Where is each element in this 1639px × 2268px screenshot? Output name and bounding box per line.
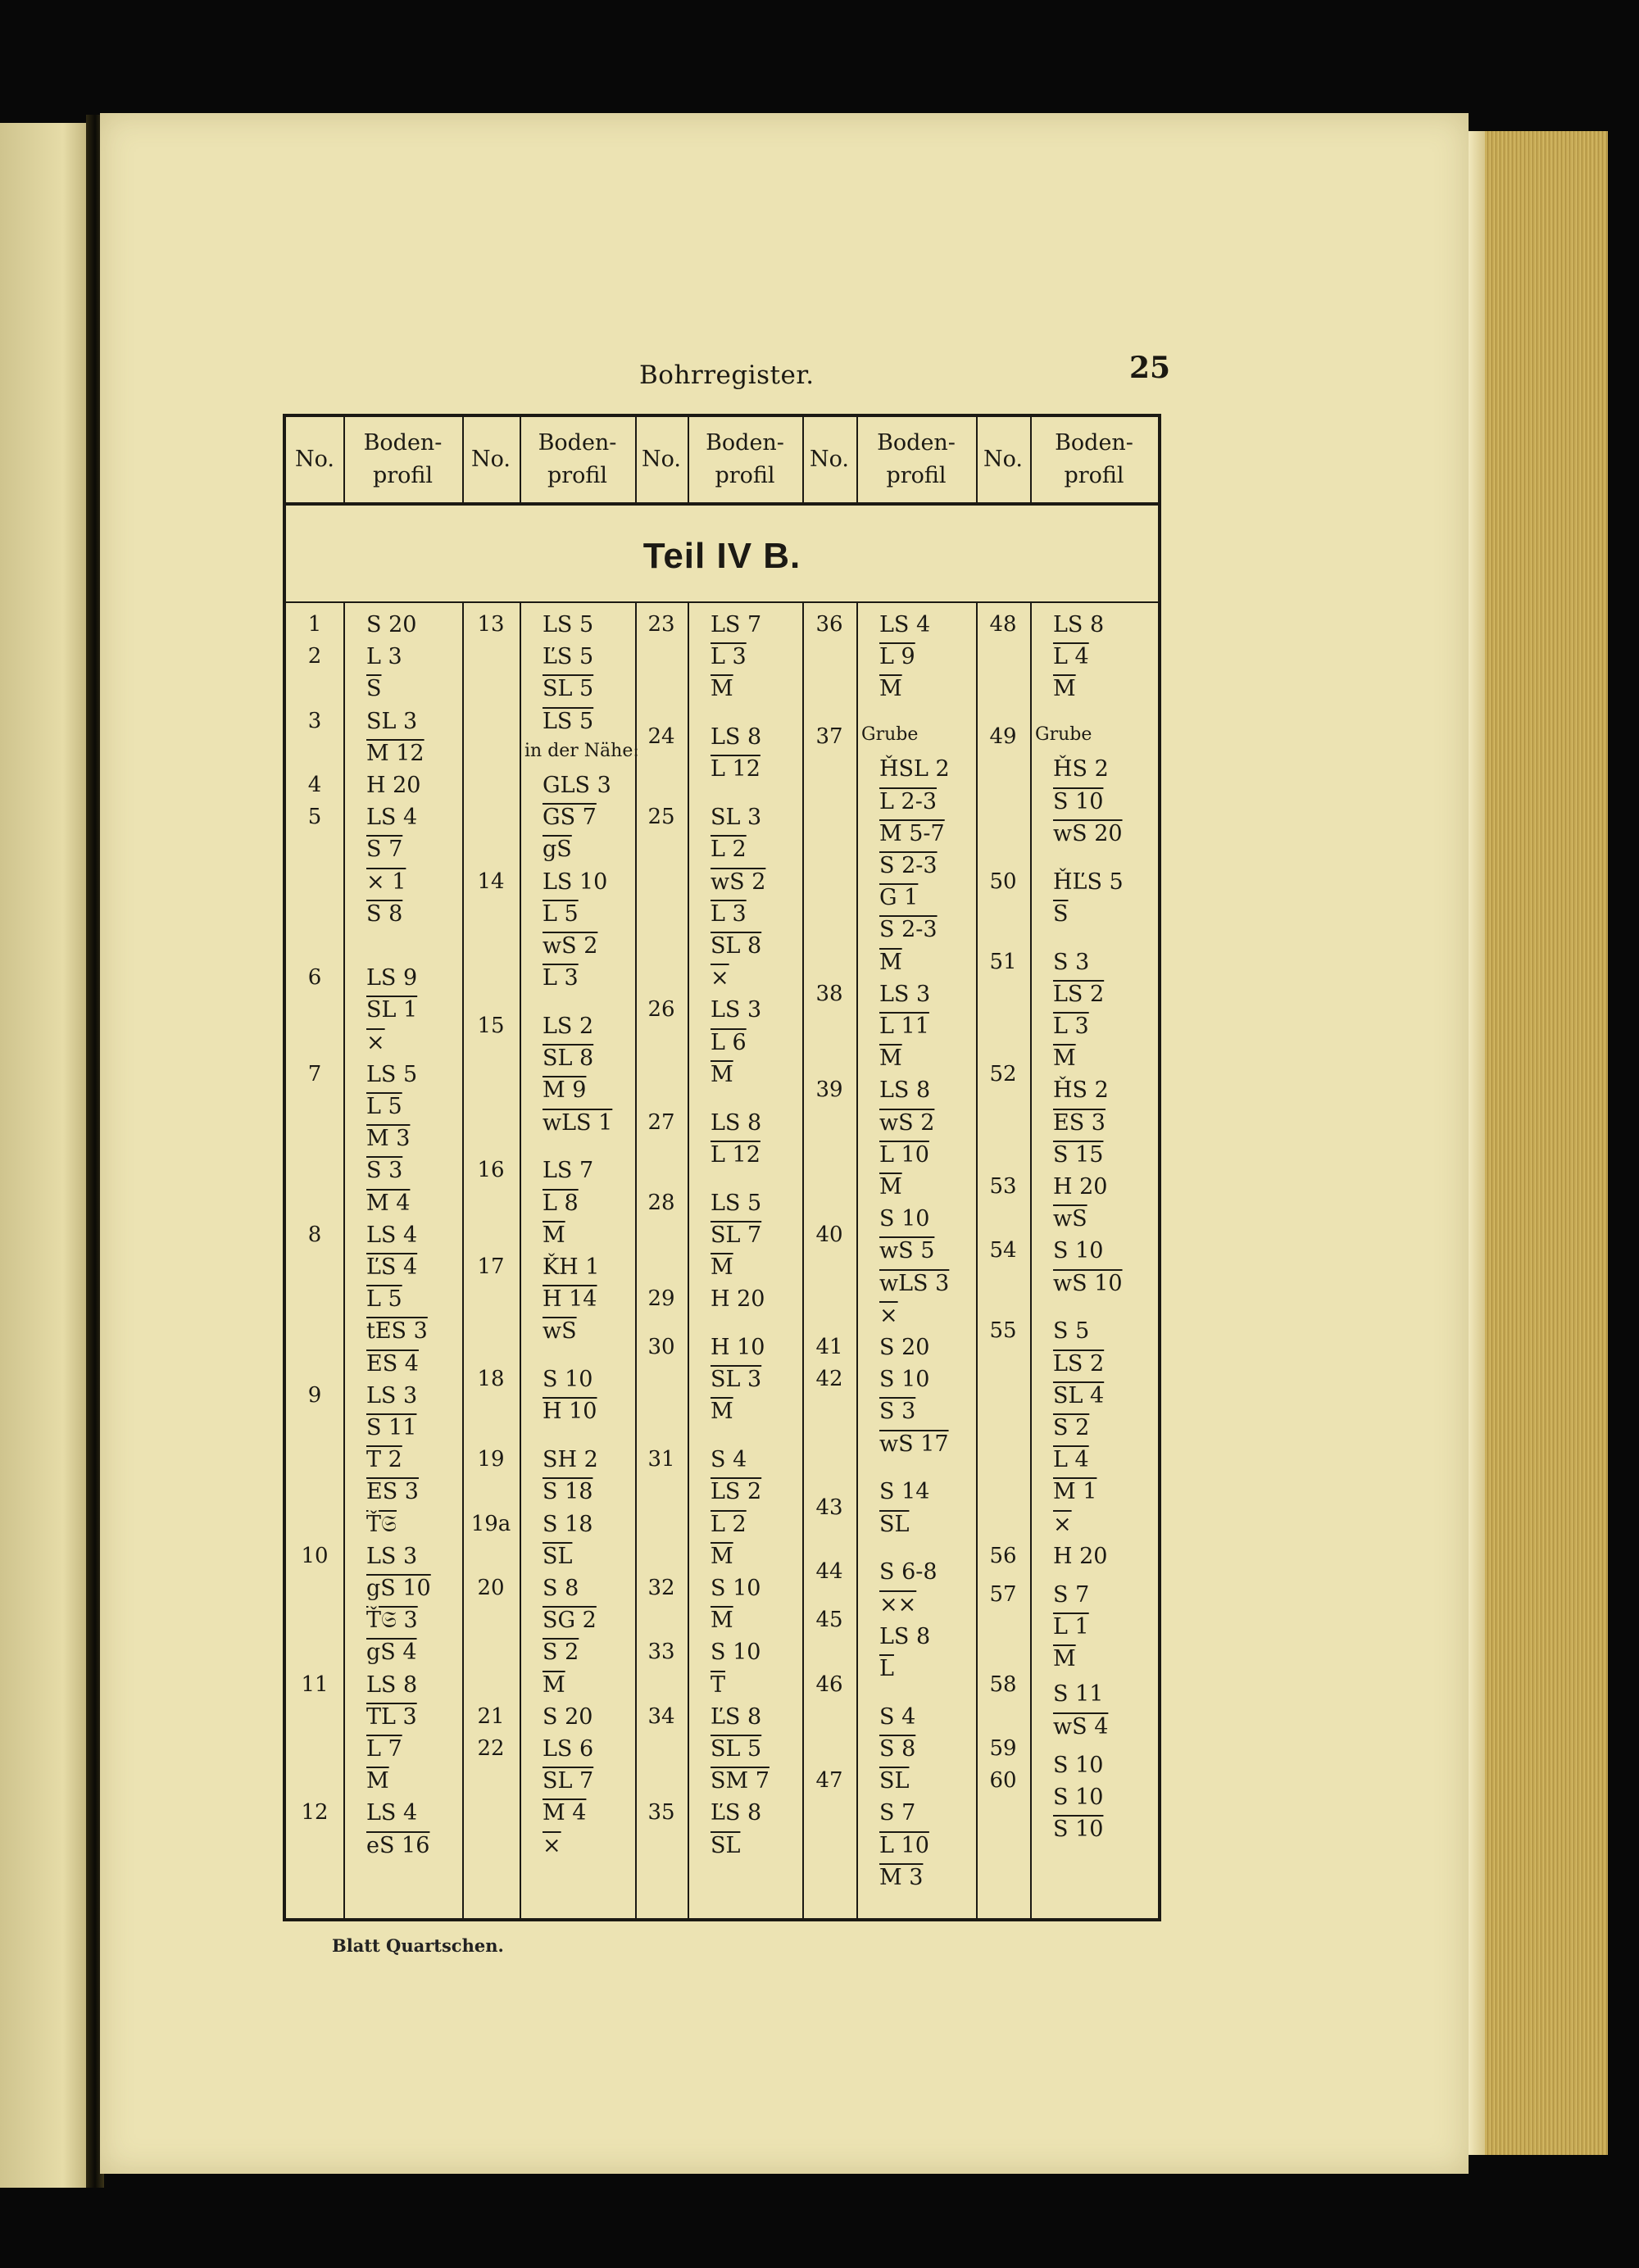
header-profile-line: Boden- bbox=[706, 430, 784, 456]
soil-profile-line: wS 20 bbox=[1053, 820, 1123, 846]
boring-number: 19 bbox=[477, 1447, 505, 1472]
soil-profile-line: ES 3 bbox=[1053, 1109, 1106, 1136]
boring-number: 52 bbox=[989, 1061, 1017, 1086]
footnote: Blatt Quartschen. bbox=[332, 1935, 504, 1956]
column-rule bbox=[688, 602, 689, 1918]
soil-profile-line: L 4 bbox=[1053, 644, 1089, 670]
soil-profile-line: L 3 bbox=[711, 644, 747, 670]
soil-profile-line: S 10 bbox=[1053, 788, 1104, 814]
boring-number: 4 bbox=[307, 773, 322, 797]
soil-profile-line: S 10 bbox=[1053, 1238, 1104, 1264]
boring-number: 39 bbox=[815, 1077, 843, 1103]
soil-profile-line: SL 3 bbox=[366, 708, 418, 734]
boring-number: 8 bbox=[307, 1222, 322, 1247]
soil-profile-line: LS 8 bbox=[711, 1109, 762, 1136]
soil-profile-line: $\overline{M}$ bbox=[1053, 1046, 1076, 1072]
soil-profile-line: G 1 bbox=[879, 885, 919, 911]
soil-profile-line: LS 8 bbox=[1053, 612, 1105, 637]
boring-number: 12 bbox=[301, 1800, 329, 1826]
soil-profile-line: wS 17 bbox=[879, 1431, 949, 1457]
soil-profile-line: ȞSL 2 bbox=[879, 756, 950, 782]
boring-number: 6 bbox=[307, 965, 322, 991]
boring-number: 43 bbox=[815, 1495, 843, 1520]
bohrregister-table bbox=[283, 414, 1161, 1921]
soil-profile-line: × 1 bbox=[366, 869, 406, 895]
soil-profile-line: ĽS 5 bbox=[543, 644, 594, 670]
soil-profile-line: L 2 bbox=[711, 837, 747, 863]
soil-profile-line: SL 8 bbox=[543, 1046, 594, 1072]
soil-profile-line: gS 10 bbox=[366, 1576, 431, 1601]
boring-number: 22 bbox=[477, 1736, 505, 1761]
soil-profile-line: LS 7 bbox=[711, 612, 762, 637]
column-rule bbox=[343, 602, 345, 1918]
left-page-edge bbox=[0, 123, 90, 2188]
column-rule bbox=[635, 417, 637, 506]
column-rule bbox=[802, 602, 804, 1918]
boring-number: 42 bbox=[815, 1367, 843, 1392]
boring-number: 24 bbox=[647, 724, 675, 750]
boring-number: 15 bbox=[477, 1014, 505, 1038]
soil-profile-line: SL 3 bbox=[711, 1367, 762, 1393]
column-rule bbox=[856, 417, 858, 506]
soil-profile-line: S 2-3 bbox=[879, 917, 938, 943]
column-rule bbox=[520, 417, 521, 506]
soil-profile-line: LS 7 bbox=[543, 1158, 594, 1184]
soil-profile-line: SL 5 bbox=[711, 1736, 762, 1762]
soil-profile-line: $\overline{T}$ bbox=[711, 1672, 726, 1698]
boring-number: 35 bbox=[647, 1800, 675, 1826]
soil-profile-line: S 7 bbox=[1053, 1581, 1090, 1608]
boring-number: 27 bbox=[647, 1109, 675, 1135]
soil-profile-line: S 8 bbox=[879, 1736, 916, 1762]
boring-number: 23 bbox=[647, 612, 675, 637]
soil-profile-line: $\overline{M}$ bbox=[1053, 1646, 1076, 1672]
header-no: No. bbox=[802, 417, 856, 506]
soil-profile-line: × bbox=[879, 1302, 898, 1328]
soil-profile-line: tES 3 bbox=[366, 1318, 428, 1345]
soil-profile-line: S 6-8 bbox=[879, 1559, 938, 1585]
soil-profile-line: LS 6 bbox=[543, 1736, 594, 1762]
soil-profile-line: L 4 bbox=[1053, 1447, 1089, 1473]
soil-profile-line: Ť𝔖 bbox=[366, 1511, 397, 1537]
soil-profile-line: S 7 bbox=[879, 1800, 916, 1826]
soil-profile-line: M 4 bbox=[543, 1800, 587, 1826]
soil-profile-line: LS 5 bbox=[543, 612, 594, 637]
header-profile-line: profil bbox=[372, 463, 434, 488]
soil-profile-line: $\overline{M}$ bbox=[879, 949, 902, 975]
header-profile-line: Boden- bbox=[363, 430, 443, 456]
header-no: No. bbox=[286, 417, 343, 506]
soil-profile-line: $\overline{S}$ bbox=[1053, 900, 1069, 927]
boring-number: 5 bbox=[307, 805, 322, 830]
soil-profile-line: S 5 bbox=[1053, 1318, 1090, 1345]
soil-profile-line: L 3 bbox=[1053, 1014, 1089, 1039]
soil-profile-line: LS 5 bbox=[711, 1190, 762, 1216]
soil-profile-line: $\overline{M}$ bbox=[711, 1254, 733, 1280]
soil-profile-line: S 4 bbox=[711, 1447, 747, 1473]
soil-profile-line: LS 4 bbox=[366, 805, 418, 831]
header-no: No. bbox=[976, 417, 1030, 506]
boring-number: 29 bbox=[647, 1286, 675, 1312]
soil-profile-line: wS 2 bbox=[543, 933, 598, 959]
soil-profile-line: $\overline{M}$ bbox=[711, 676, 733, 702]
soil-profile-line: S 10 bbox=[879, 1367, 930, 1393]
boring-number: 11 bbox=[301, 1672, 329, 1697]
header-profile-line: profil bbox=[547, 463, 608, 488]
soil-profile-line: L 5 bbox=[366, 1094, 402, 1119]
soil-profile-line: S 10 bbox=[711, 1640, 761, 1666]
soil-profile-line: $\overline{L}$ bbox=[879, 1656, 894, 1681]
soil-profile-line: S 18 bbox=[543, 1479, 593, 1505]
soil-profile-line: S 20 bbox=[366, 612, 417, 637]
soil-profile-line: TL 3 bbox=[366, 1703, 417, 1730]
soil-profile-line: SL 4 bbox=[1053, 1382, 1105, 1408]
soil-profile-line: wS 10 bbox=[1053, 1270, 1123, 1296]
soil-profile-line: GLS 3 bbox=[543, 773, 611, 798]
soil-profile-line: $\overline{M}$ bbox=[711, 1399, 733, 1425]
soil-profile-line: wS 2 bbox=[711, 869, 766, 895]
soil-profile-line: SL 7 bbox=[711, 1222, 762, 1248]
boring-number: 40 bbox=[815, 1222, 843, 1247]
soil-profile-line: L 5 bbox=[543, 900, 579, 927]
soil-profile-line: S 3 bbox=[366, 1158, 403, 1184]
boring-number: 34 bbox=[647, 1703, 675, 1729]
soil-profile-line: $\overline{M}$ bbox=[879, 1046, 902, 1072]
soil-profile-line: ĽS 4 bbox=[366, 1254, 418, 1280]
soil-profile-line: LS 4 bbox=[366, 1222, 418, 1248]
soil-profile-line: L 8 bbox=[543, 1190, 579, 1216]
soil-profile-line: S 14 bbox=[879, 1479, 930, 1505]
boring-number: 50 bbox=[989, 869, 1017, 894]
soil-profile-line: $\overline{M}$ bbox=[366, 1768, 389, 1794]
boring-number: 26 bbox=[647, 997, 675, 1023]
soil-profile-line: S 20 bbox=[879, 1335, 930, 1360]
header-no: No. bbox=[462, 417, 520, 506]
boring-number: 2 bbox=[307, 644, 322, 669]
soil-profile-line: LS 8 bbox=[366, 1672, 418, 1698]
soil-profile-line: LS 3 bbox=[711, 997, 762, 1023]
soil-profile-line: L 3 bbox=[543, 965, 579, 991]
column-rule bbox=[520, 602, 521, 1918]
soil-profile-line: $\overline{M}$ bbox=[711, 1061, 733, 1087]
boring-number: 13 bbox=[477, 612, 505, 637]
boring-number: 30 bbox=[647, 1335, 675, 1359]
soil-profile-line: S 11 bbox=[1053, 1681, 1104, 1708]
boring-number: 48 bbox=[989, 612, 1017, 637]
boring-number: 33 bbox=[647, 1640, 675, 1665]
page-number: 25 bbox=[1129, 351, 1171, 385]
soil-profile-line: $\overline{M}$ bbox=[543, 1672, 565, 1698]
boring-number: 49 bbox=[989, 724, 1017, 750]
soil-profile-line: ĽS 8 bbox=[711, 1703, 762, 1730]
section-divider bbox=[286, 601, 1158, 603]
boring-number: 18 bbox=[477, 1367, 505, 1392]
soil-profile-line: L 7 bbox=[366, 1736, 402, 1762]
soil-profile-line: L 12 bbox=[711, 1141, 760, 1168]
column-rule bbox=[802, 417, 804, 506]
soil-profile-line: L 2-3 bbox=[879, 788, 937, 814]
soil-profile-line: S 7 bbox=[366, 837, 403, 863]
column-rule bbox=[343, 417, 345, 506]
soil-profile-line: S 10 bbox=[1053, 1817, 1104, 1842]
boring-number: 53 bbox=[989, 1174, 1017, 1199]
boring-number: 3 bbox=[307, 708, 322, 733]
soil-profile-line: S 18 bbox=[543, 1511, 593, 1537]
soil-profile-line: LS 2 bbox=[1053, 981, 1105, 1007]
soil-profile-line: S 15 bbox=[1053, 1141, 1104, 1168]
soil-profile-line: L 10 bbox=[879, 1832, 929, 1858]
soil-profile-line: Grube bbox=[1035, 724, 1092, 746]
soil-profile-line: $\overline{SL}$ bbox=[879, 1768, 910, 1794]
soil-profile-line: S 10 bbox=[543, 1367, 593, 1393]
soil-profile-line: in der Nähe: bbox=[524, 740, 639, 761]
soil-profile-line: LS 3 bbox=[366, 1382, 418, 1408]
column-rule bbox=[1030, 602, 1032, 1918]
boring-number: 19a bbox=[470, 1511, 511, 1536]
soil-profile-line: eS 16 bbox=[366, 1832, 430, 1858]
header-bodenprofil bbox=[856, 417, 976, 506]
soil-profile-line: H 20 bbox=[366, 773, 421, 798]
soil-profile-line: × bbox=[1053, 1511, 1072, 1537]
boring-number: 21 bbox=[477, 1703, 505, 1729]
soil-profile-line: SL 8 bbox=[711, 933, 762, 959]
soil-profile-line: $\overline{SL}$ bbox=[879, 1511, 910, 1537]
soil-profile-line: × bbox=[543, 1832, 561, 1858]
soil-profile-line: ȞS 2 bbox=[1053, 756, 1109, 782]
soil-profile-line: LS 8 bbox=[879, 1623, 931, 1649]
soil-profile-line: H 20 bbox=[1053, 1543, 1108, 1569]
boring-number: 28 bbox=[647, 1190, 675, 1215]
soil-profile-line: SH 2 bbox=[543, 1447, 598, 1473]
soil-profile-line: ES 4 bbox=[366, 1350, 419, 1377]
soil-profile-line: Ť𝔖 3 bbox=[366, 1608, 418, 1634]
header-profile-line: profil bbox=[715, 463, 775, 488]
soil-profile-line: $\overline{M}$ bbox=[879, 676, 902, 702]
soil-profile-line: Grube bbox=[861, 724, 919, 746]
soil-profile-line: S 2 bbox=[543, 1640, 579, 1666]
header-bodenprofil bbox=[1030, 417, 1158, 506]
soil-profile-line: gS 4 bbox=[366, 1640, 417, 1666]
soil-profile-line: wS 4 bbox=[1053, 1713, 1109, 1740]
soil-profile-line: S 8 bbox=[543, 1576, 579, 1601]
soil-profile-line: SM 7 bbox=[711, 1768, 770, 1794]
soil-profile-line: wS 2 bbox=[879, 1109, 935, 1136]
boring-number: 56 bbox=[989, 1543, 1017, 1568]
soil-profile-line: L 3 bbox=[711, 900, 747, 927]
boring-number: 14 bbox=[477, 869, 505, 894]
soil-profile-line: LS 4 bbox=[879, 612, 931, 637]
boring-number: 36 bbox=[815, 612, 843, 637]
soil-profile-line: wS 5 bbox=[879, 1238, 935, 1264]
boring-number: 10 bbox=[301, 1543, 329, 1568]
boring-number: 20 bbox=[477, 1576, 505, 1600]
soil-profile-line: LS 3 bbox=[366, 1543, 418, 1569]
soil-profile-line: S 10 bbox=[1053, 1752, 1104, 1778]
column-rule bbox=[688, 417, 689, 506]
soil-profile-line: L 9 bbox=[879, 644, 915, 670]
boring-number: 57 bbox=[989, 1581, 1017, 1607]
soil-profile-line: S 11 bbox=[366, 1415, 417, 1440]
soil-profile-line: LS 3 bbox=[879, 981, 931, 1007]
soil-profile-line: M 9 bbox=[543, 1077, 587, 1104]
boring-number: 58 bbox=[989, 1672, 1017, 1697]
soil-profile-line: S 10 bbox=[879, 1206, 930, 1232]
header-profile-line: Boden- bbox=[877, 430, 956, 456]
boring-number: 37 bbox=[815, 724, 843, 750]
soil-profile-line: $\overline{M}$ bbox=[711, 1543, 733, 1569]
soil-profile-line: ȞS 2 bbox=[1053, 1077, 1109, 1104]
soil-profile-line: M 5-7 bbox=[879, 820, 945, 846]
boring-number: 54 bbox=[989, 1238, 1017, 1263]
soil-profile-line: LS 2 bbox=[543, 1014, 594, 1039]
soil-profile-line: H 14 bbox=[543, 1286, 597, 1313]
soil-profile-line: ES 3 bbox=[366, 1479, 419, 1505]
soil-profile-line: $\overline{SL}$ bbox=[543, 1543, 573, 1569]
soil-profile-line: $\overline{S}$ bbox=[366, 676, 382, 702]
soil-profile-line: LS 10 bbox=[543, 869, 608, 895]
soil-profile-line: wLS 3 bbox=[879, 1270, 950, 1296]
soil-profile-line: LS 5 bbox=[366, 1061, 418, 1087]
soil-profile-line: $\overline{wS}$ bbox=[543, 1318, 577, 1345]
soil-profile-line: ĽS 8 bbox=[711, 1800, 762, 1826]
boring-number: 25 bbox=[647, 805, 675, 830]
section-title: Teil IV B. bbox=[642, 536, 801, 576]
boring-number: 47 bbox=[815, 1768, 843, 1794]
header-profile-line: profil bbox=[1064, 463, 1124, 488]
soil-profile-line: × bbox=[711, 965, 729, 991]
header-profile-line: profil bbox=[886, 463, 947, 488]
soil-profile-line: L 3 bbox=[366, 644, 402, 670]
boring-number: 17 bbox=[477, 1254, 505, 1279]
soil-profile-line: H 20 bbox=[711, 1286, 765, 1313]
column-rule bbox=[856, 602, 858, 1918]
page-edges bbox=[1469, 131, 1608, 2155]
boring-number: 45 bbox=[815, 1608, 843, 1633]
boring-number: 38 bbox=[815, 981, 843, 1006]
soil-profile-line: wLS 1 bbox=[543, 1109, 613, 1136]
column-rule bbox=[1030, 417, 1032, 506]
boring-number: 1 bbox=[307, 612, 322, 637]
soil-profile-line: ǨH 1 bbox=[543, 1254, 600, 1280]
soil-profile-line: S 8 bbox=[366, 900, 403, 927]
soil-profile-line: M 3 bbox=[366, 1126, 411, 1152]
soil-profile-line: SG 2 bbox=[543, 1608, 597, 1634]
boring-number: 31 bbox=[647, 1447, 675, 1472]
soil-profile-line: LS 4 bbox=[366, 1800, 418, 1826]
boring-number: 32 bbox=[647, 1576, 675, 1600]
soil-profile-line: ȞĽS 5 bbox=[1053, 869, 1124, 895]
soil-profile-line: L 2 bbox=[711, 1511, 747, 1537]
soil-profile-line: S 2-3 bbox=[879, 853, 938, 878]
soil-profile-line: $\overline{M}$ bbox=[879, 1174, 902, 1200]
soil-profile-line: S 10 bbox=[711, 1576, 761, 1601]
header-profile-line: Boden- bbox=[538, 430, 617, 456]
soil-profile-line: L 1 bbox=[1053, 1614, 1089, 1640]
boring-number: 55 bbox=[989, 1318, 1017, 1344]
soil-profile-line: M 4 bbox=[366, 1190, 411, 1216]
boring-number: 46 bbox=[815, 1672, 843, 1697]
soil-profile-line: S 10 bbox=[1053, 1784, 1104, 1810]
header-profile-line: Boden- bbox=[1055, 430, 1133, 456]
soil-profile-line: LS 9 bbox=[366, 965, 418, 991]
soil-profile-line: H 10 bbox=[543, 1399, 597, 1425]
boring-number: 9 bbox=[307, 1382, 322, 1408]
boring-number: 44 bbox=[815, 1559, 843, 1585]
soil-profile-line: L 10 bbox=[879, 1141, 929, 1168]
boring-number: 16 bbox=[477, 1158, 505, 1183]
soil-profile-line: $\overline{M}$ bbox=[543, 1222, 565, 1248]
soil-profile-line: GS 7 bbox=[543, 805, 597, 831]
running-title: Bohrregister. bbox=[639, 361, 815, 390]
soil-profile-line: $\overline{M}$ bbox=[1053, 676, 1076, 702]
soil-profile-line: M 12 bbox=[366, 740, 425, 766]
soil-profile-line: LS 2 bbox=[711, 1479, 762, 1505]
soil-profile-line: × bbox=[366, 1029, 385, 1055]
soil-profile-line: S 3 bbox=[879, 1399, 916, 1425]
soil-profile-line: LS 5 bbox=[543, 708, 594, 734]
soil-profile-line: S 20 bbox=[543, 1703, 593, 1730]
soil-profile-line: SL 7 bbox=[543, 1768, 594, 1794]
soil-profile-line: M 3 bbox=[879, 1864, 924, 1890]
soil-profile-line: L 6 bbox=[711, 1029, 747, 1055]
soil-profile-line: L 12 bbox=[711, 756, 760, 782]
soil-profile-line: S 3 bbox=[1053, 949, 1090, 975]
boring-number: 59 bbox=[989, 1736, 1017, 1761]
soil-profile-line: H 10 bbox=[711, 1335, 765, 1360]
boring-number: 60 bbox=[989, 1768, 1017, 1794]
boring-number: 7 bbox=[307, 1061, 322, 1086]
soil-profile-line: L 5 bbox=[366, 1286, 402, 1313]
header-no: No. bbox=[635, 417, 688, 506]
soil-profile-line: $\overline{SL}$ bbox=[711, 1832, 741, 1858]
header-bodenprofil bbox=[520, 417, 635, 506]
soil-profile-line: $\overline{gS}$ bbox=[543, 837, 572, 863]
boring-number: 41 bbox=[815, 1335, 843, 1359]
soil-profile-line: ×× bbox=[879, 1591, 917, 1617]
soil-profile-line: S 4 bbox=[879, 1703, 916, 1730]
boring-number: 51 bbox=[989, 949, 1017, 974]
soil-profile-line: M 1 bbox=[1053, 1479, 1097, 1505]
soil-profile-line: SL 3 bbox=[711, 805, 762, 831]
soil-profile-line: LS 2 bbox=[1053, 1350, 1105, 1377]
soil-profile-line: LS 8 bbox=[879, 1077, 931, 1104]
column-rule bbox=[462, 417, 464, 506]
soil-profile-line: T 2 bbox=[366, 1447, 402, 1473]
header-bodenprofil bbox=[688, 417, 802, 506]
soil-profile-line: L 11 bbox=[879, 1014, 929, 1039]
soil-profile-line: $\overline{wS}$ bbox=[1053, 1206, 1087, 1232]
soil-profile-line: $\overline{M}$ bbox=[711, 1608, 733, 1634]
soil-profile-line: S 2 bbox=[1053, 1415, 1090, 1440]
soil-profile-line: LS 8 bbox=[711, 724, 762, 751]
header-bodenprofil bbox=[343, 417, 462, 506]
soil-profile-line: H 20 bbox=[1053, 1174, 1108, 1200]
soil-profile-line: SL 5 bbox=[543, 676, 594, 702]
column-rule bbox=[976, 417, 978, 506]
soil-profile-line: SL 1 bbox=[366, 997, 418, 1023]
